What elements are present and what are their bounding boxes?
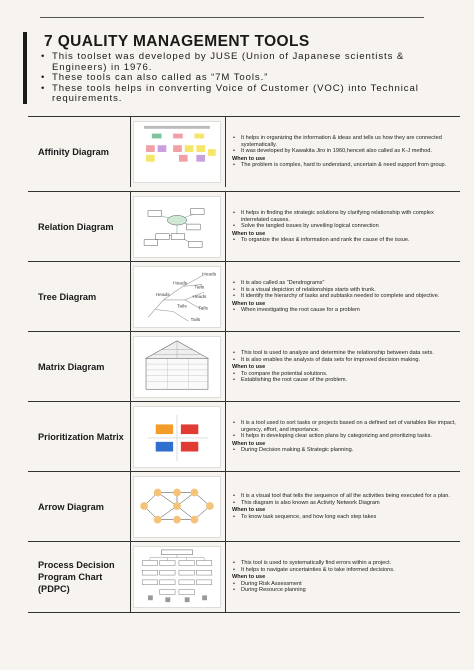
- table-row: [28, 191, 460, 262]
- tool-name: Matrix Diagram: [38, 362, 105, 372]
- tool-point: • It is also enables the analysis of data sets for improved decision making.: [232, 357, 457, 364]
- matrix-diagram-graphic: [134, 337, 220, 397]
- prioritization-matrix-graphic: [134, 407, 220, 467]
- when-point: • During Decision making & Strategic planning.: [232, 447, 457, 454]
- tool-description: [232, 192, 457, 262]
- table-row: [28, 541, 460, 613]
- tool-description: [232, 472, 457, 542]
- pdpc-thumbnail: [133, 546, 221, 608]
- tool-name: Affinity Diagram: [38, 147, 109, 157]
- tool-name: Relation Diagram: [38, 222, 114, 232]
- tool-description: [232, 402, 457, 472]
- when-point: • Establishing the root cause of the problem.: [232, 377, 457, 384]
- tool-point: • It identify the hierarchy of tasks and subtasks needed to complete and objective.: [232, 293, 457, 300]
- when-point: • When investigating the root cause for a problem: [232, 307, 457, 314]
- when-point: • To compare the potential solutions.: [232, 371, 457, 378]
- tool-point: • It is also called as “Dendrograms”: [232, 280, 457, 287]
- tool-description: [232, 117, 457, 187]
- when-point: • During Resource planning: [232, 587, 457, 594]
- when-point: • During Risk Assessment: [232, 581, 457, 588]
- svg-text:Tails: Tails: [177, 304, 187, 310]
- tool-point: • It helps in developing clear action plans by categorizing and prioritizing tasks.: [232, 433, 457, 440]
- when-to-use-label: When to use: [232, 507, 266, 514]
- tool-description: [232, 332, 457, 402]
- svg-text:Heads: Heads: [173, 281, 188, 287]
- when-to-use-label: When to use: [232, 363, 266, 370]
- pdpc-graphic: [134, 547, 220, 607]
- tool-name: Arrow Diagram: [38, 502, 104, 512]
- when-point: • The problem is complex, hard to understand, uncertain & need support from group.: [232, 162, 457, 169]
- tree-diagram-graphic: [134, 267, 220, 327]
- when-to-use-label: When to use: [232, 440, 266, 447]
- tool-point: • It is a visual tool that tells the sequence of all the activities being executed for a plan.: [232, 493, 457, 500]
- affinity-diagram-thumbnail: [133, 121, 221, 183]
- when-to-use-label: When to use: [232, 573, 266, 580]
- tool-description: [232, 262, 457, 332]
- tool-description: [232, 542, 457, 612]
- relation-diagram-thumbnail: [133, 196, 221, 258]
- tool-point: • It helps to navigate uncertainties & to take informed decisions.: [232, 567, 457, 574]
- tool-point: • This tool is used to systematically find errors within a project.: [232, 560, 457, 567]
- prioritization-matrix-thumbnail: [133, 406, 221, 468]
- when-point: • To know task sequence, and how long each step takes: [232, 514, 457, 521]
- when-to-use-label: When to use: [232, 230, 266, 237]
- tool-point: • It is a tool used to sort tasks or projects based on a defined set of variables like impact, urgency, effort, and importance.: [232, 420, 457, 434]
- tool-point: • It was developed by Kawakita Jiro in 1960,henceit also called as K-J method.: [232, 148, 457, 155]
- when-to-use-label: When to use: [232, 300, 266, 307]
- svg-text:Tails: Tails: [198, 306, 208, 312]
- intro-item: • These tools can also called as “7M Tools.”: [40, 73, 460, 84]
- top-rule: [40, 17, 424, 18]
- svg-text:Heads: Heads: [192, 294, 207, 300]
- svg-text:Heads: Heads: [202, 272, 217, 278]
- tool-point: • It helps in finding the strategic solutions by clarifying relationship with complex interrelated causes.: [232, 210, 457, 224]
- tool-name: Tree Diagram: [38, 292, 97, 302]
- tool-point: • This tool is used to analyze and determine the relationship between data sets.: [232, 350, 457, 357]
- arrow-diagram-graphic: [134, 477, 220, 537]
- arrow-diagram-thumbnail: [133, 476, 221, 538]
- matrix-diagram-thumbnail: [133, 336, 221, 398]
- svg-text:Heads: Heads: [155, 293, 170, 299]
- tree-diagram-thumbnail: [133, 266, 221, 328]
- tool-point: • Solve the tangled issues by unveiling logical connection: [232, 223, 457, 230]
- intro-item: • This toolset was developed by JUSE (Union of Japanese scientists & Engineers) in 1976.: [40, 52, 460, 73]
- when-point: • To organize the ideas & information and rank the cause of the issue.: [232, 237, 457, 244]
- intro-item: • These tools helps in converting Voice of Customer (VOC) into Technical requirements.: [40, 84, 460, 105]
- relation-diagram-graphic: [134, 197, 220, 257]
- table-row: [28, 471, 460, 542]
- tool-name: Prioritization Matrix: [38, 432, 124, 442]
- tool-point: • It helps in organizing the information & ideas and tells us how they are connected systematically.: [232, 135, 457, 149]
- tool-point: • This diagram is also known as Activity Network Diagram: [232, 500, 457, 507]
- table-row: [28, 331, 460, 402]
- when-to-use-label: When to use: [232, 155, 266, 162]
- table-row: [28, 261, 460, 332]
- table-row: [28, 116, 460, 187]
- svg-text:Tails: Tails: [194, 285, 205, 291]
- table-row: [28, 401, 460, 472]
- tool-name: Process Decision Program Chart (PDPC): [38, 560, 115, 594]
- page-title: 7 QUALITY MANAGEMENT TOOLS: [44, 33, 310, 50]
- svg-text:Tails: Tails: [190, 318, 201, 324]
- header-accent-bar: [23, 32, 27, 104]
- affinity-diagram-graphic: [134, 122, 220, 182]
- intro-list: [40, 52, 460, 105]
- tool-point: • It is a visual depiction of relationships starts with trunk.: [232, 287, 457, 294]
